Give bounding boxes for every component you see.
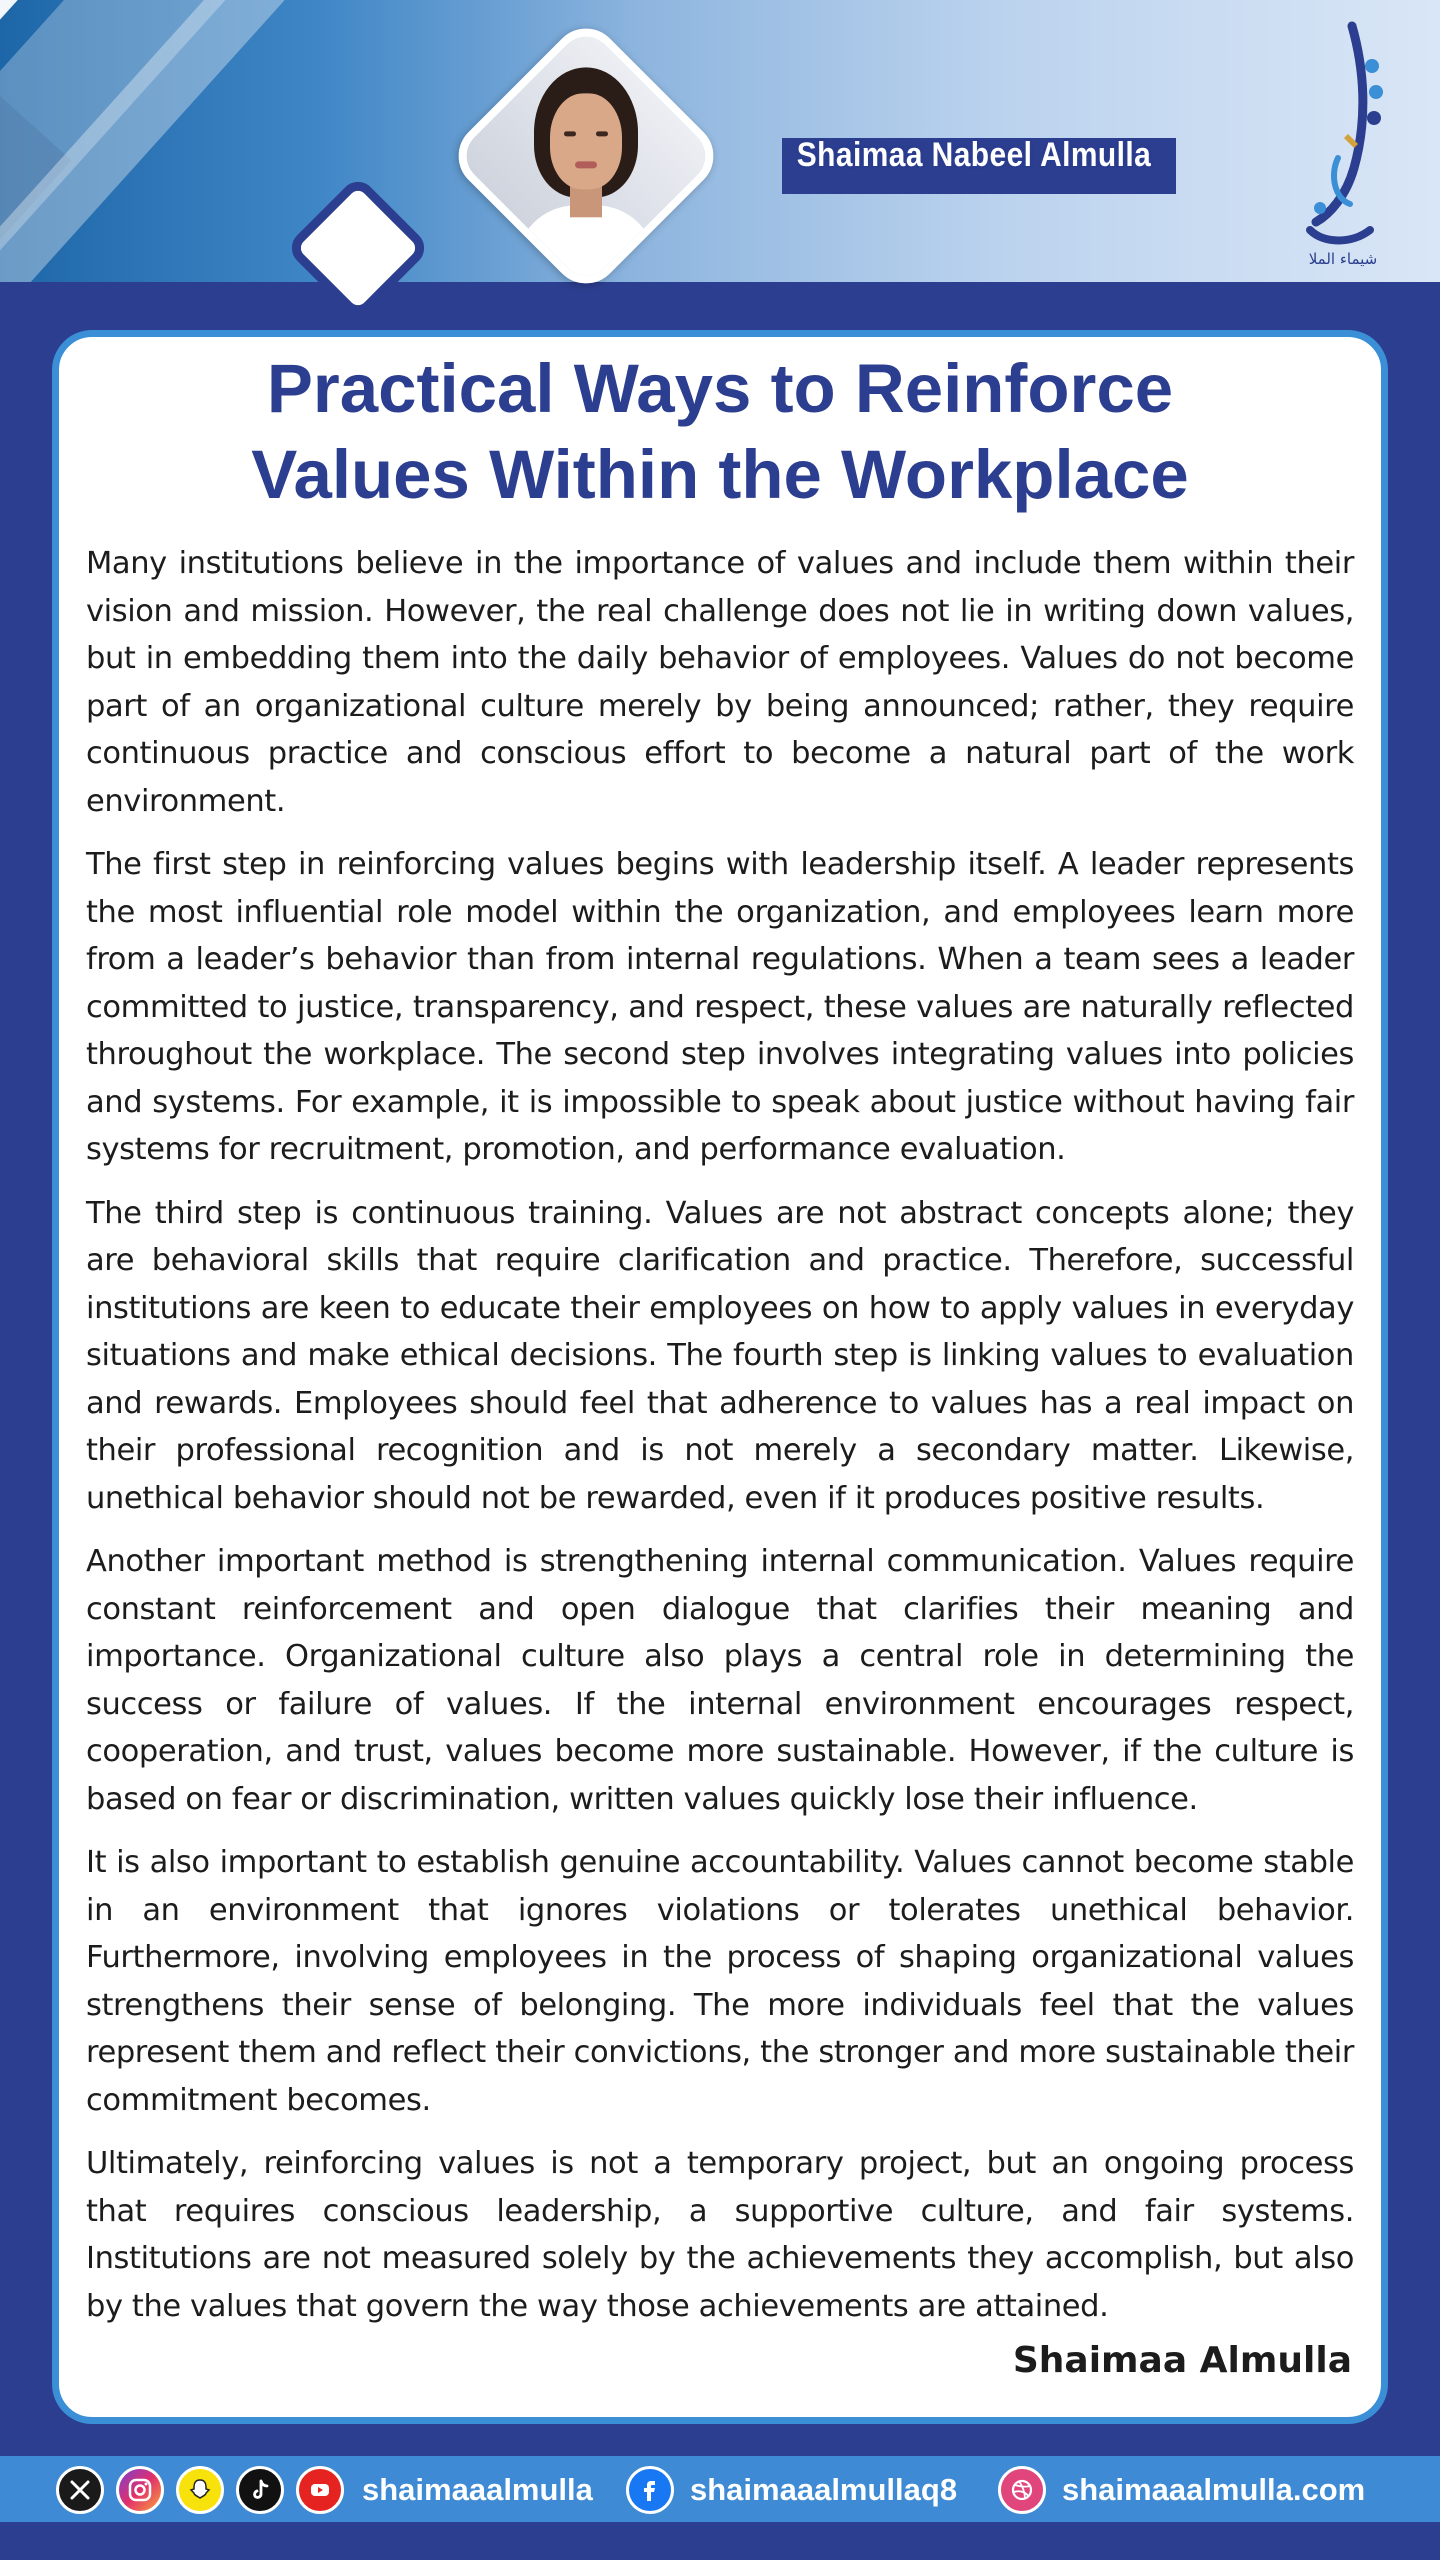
paragraph-6: Ultimately, reinforcing values is not a temporary project, but an ongoing process that requires conscious leadership, a supportive culture, and fair systems. Institutions are not measured solely by the achievements they accomplish, but also by the values that govern the way those achievements are attained.: [86, 2146, 1354, 2324]
paragraph-3: The third step is continuous training. Values are not abstract concepts alone; they are behavioral skills that require clarification and practice. Therefore, successful institutions are keen to educate their employees on how to apply values in everyday situations and make ethical decisions. The fourth step is linking values to evaluation and rewards. Employees should feel that adherence to values has a real impact on their professional recognition and is not merely a secondary matter. Likewise, unethical behavior should not be rewarded, even if it produces positive results.: [86, 1195, 1354, 1516]
article-body: [86, 540, 1354, 2346]
instagram-icon[interactable]: [116, 2466, 164, 2514]
youtube-icon[interactable]: [296, 2466, 344, 2514]
author-name: Shaimaa Nabeel Almulla: [796, 136, 1152, 174]
facebook-handle[interactable]: shaimaaalmullaq8: [690, 2472, 958, 2507]
title-line-1: Practical Ways to Reinforce: [266, 350, 1174, 427]
title-line-2: Values Within the Workplace: [251, 436, 1189, 513]
paragraph-2: The first step in reinforcing values begins with leadership itself. A leader represents the most influential role model within the organization, and employees learn more from a leader’s behavior than from internal regulations. When a team sees a leader committed to justice, transparency, and respect, these values are naturally reflected throughout the workplace. The second step involves integrating values into policies and systems. For example, it is impossible to speak about justice without having fair systems for recruitment, promotion, and performance evaluation.: [86, 847, 1354, 1167]
article-title: [60, 346, 1380, 518]
social-handle[interactable]: shaimaaalmulla: [362, 2472, 593, 2507]
website-link[interactable]: shaimaaalmulla.com: [1062, 2472, 1366, 2507]
dribbble-icon[interactable]: [998, 2466, 1046, 2514]
snapchat-icon[interactable]: [176, 2466, 224, 2514]
article-signature: Shaimaa Almulla: [1012, 2340, 1352, 2381]
paragraph-1: Many institutions believe in the importance of values and include them within their vision and mission. However, the real challenge does not lie in writing down values, but in embedding them into the daily behavior of employees. Values do not become part of an organizational culture merely by being announced; rather, they require continuous practice and conscious effort to become a natural part of the work environment.: [86, 546, 1354, 819]
tiktok-icon[interactable]: [236, 2466, 284, 2514]
calligraphy-logo-icon: [1290, 8, 1400, 274]
paragraph-4: Another important method is strengthening internal communication. Values require constant reinforcement and open dialogue that clarifies their meaning and importance. Organizational culture also plays a central role in determining the success or failure of values. If the internal environment encourages respect, cooperation, and trust, values become more sustainable. However, if the culture is based on fear or discrimination, written values quickly lose their influence.: [86, 1544, 1354, 1817]
header-banner: [0, 0, 1440, 282]
facebook-icon[interactable]: [626, 2466, 674, 2514]
x-icon[interactable]: [56, 2466, 104, 2514]
paragraph-5: It is also important to establish genuine accountability. Values cannot become stable in an environment that ignores violations or tolerates unethical behavior. Furthermore, involving employees in the process of shaping organizational values strengthens their sense of belonging. The more individuals feel that the values represent them and reflect their convictions, the stronger and more sustainable their commitment becomes.: [86, 1845, 1354, 2118]
logo-caption: شيماء الملا: [1308, 250, 1378, 268]
